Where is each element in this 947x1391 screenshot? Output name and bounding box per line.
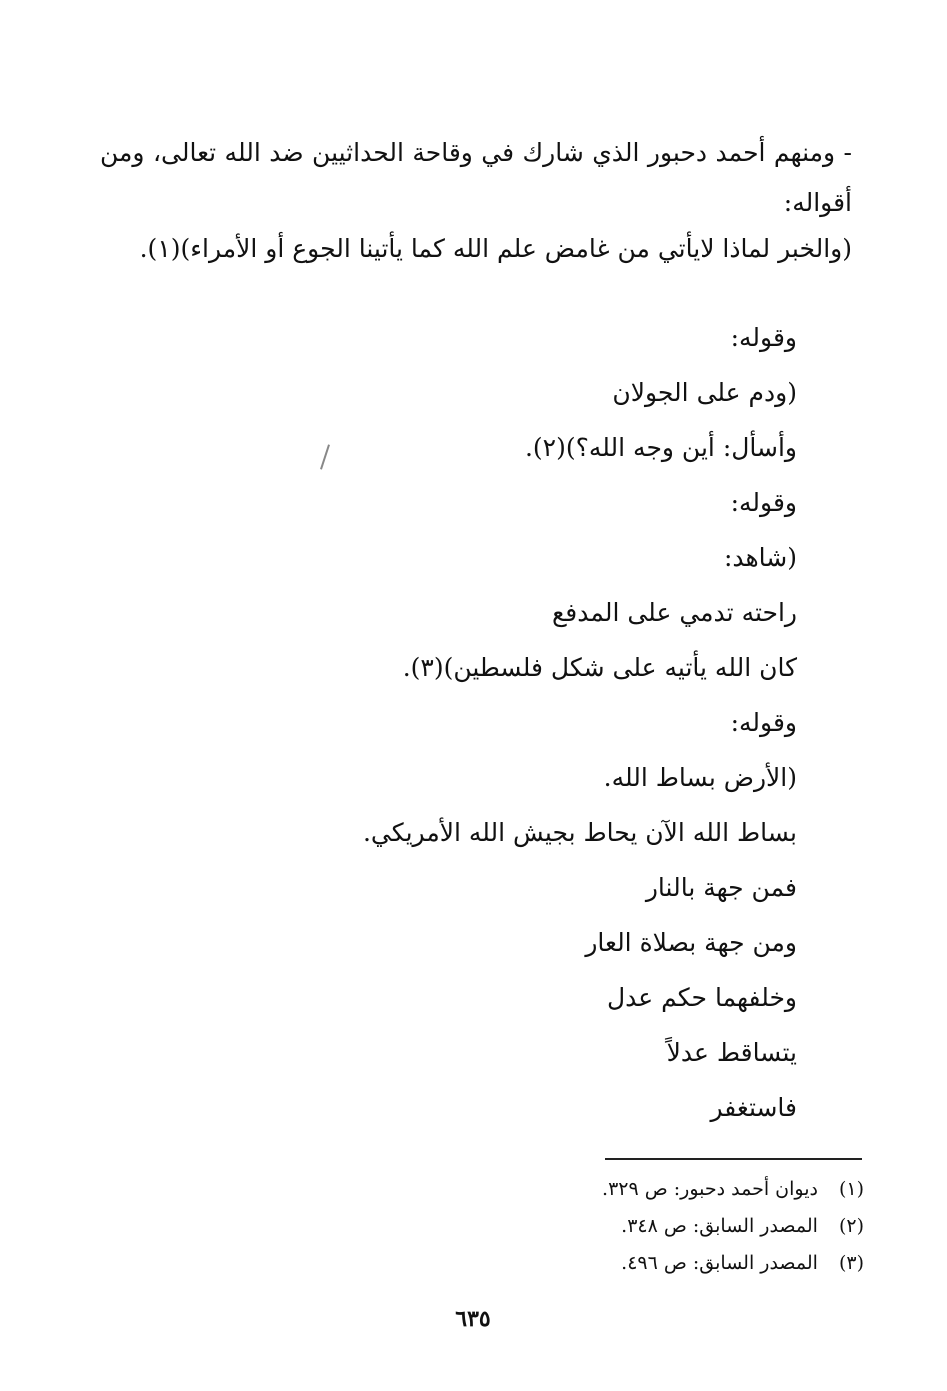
footnote-2 [364, 1211, 864, 1241]
paragraph-quote: (والخبر لماذا لايأتي من غامض علم الله كما يأتينا الجوع أو الأمراء)(١). [139, 234, 852, 263]
footnote-text: المصدر السابق: ص ٤٩٦. [621, 1252, 818, 1274]
poem-line: (الأرض بساط الله. [603, 763, 797, 792]
poem-line: ومن جهة بصلاة العار [585, 928, 797, 957]
footnote-text: ديوان أحمد دحبور: ص ٣٢٩. [602, 1178, 818, 1200]
poem-line: كان الله يأتيه على شكل فلسطين)(٣). [402, 653, 797, 682]
footnote-separator [605, 1158, 862, 1160]
poem-line: وقوله: [730, 323, 797, 352]
footnote-1 [364, 1174, 864, 1204]
poem-line: وقوله: [730, 708, 797, 737]
footnote-3 [364, 1248, 864, 1278]
poem-line: بساط الله الآن يحاط بجيش الله الأمريكي. [362, 818, 797, 847]
poem-line: فاستغفر [710, 1093, 797, 1122]
footnote-number: (١) [838, 1178, 864, 1200]
poem-line: (شاهد: [723, 543, 797, 572]
poem-line: (ودم على الجولان [612, 378, 797, 407]
footnote-text: المصدر السابق: ص ٣٤٨. [621, 1215, 818, 1237]
poem-line: وأسأل: أين وجه الله؟)(٢). [524, 433, 797, 462]
poem-line: وقوله: [730, 488, 797, 517]
footnote-number: (٣) [838, 1252, 864, 1274]
poem-line: راحته تدمي على المدفع [552, 598, 797, 627]
page-number: ٦٣٥ [455, 1306, 491, 1332]
poem-line: يتساقط عدلاً [666, 1038, 797, 1067]
footnote-number: (٢) [838, 1215, 864, 1237]
poem-line: وخلفهما حكم عدل [606, 983, 797, 1012]
paragraph-intro: - ومنهم أحمد دحبور الذي شارك في وقاحة الحداثيين ضد الله تعالى، ومن أقواله: [100, 138, 852, 217]
poem-line: فمن جهة بالنار [645, 873, 797, 902]
